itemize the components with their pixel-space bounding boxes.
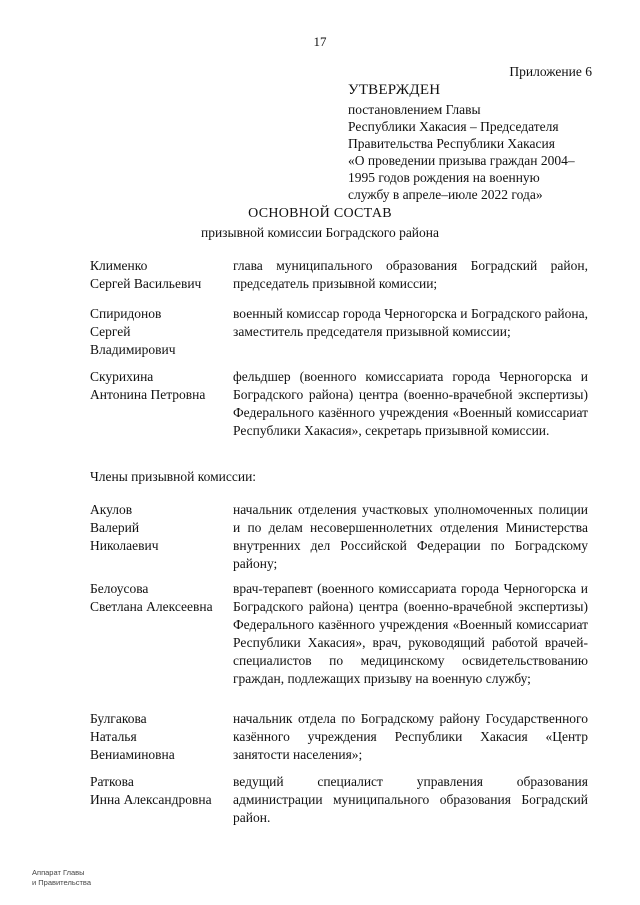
person-role: фельдшер (военного комиссариата города Черногорска и Боградского района) центра (военно-врачебной экспертизы) Федерального казённого учреждения «Военный комиссариат Республики Хакасия», секретарь призывной комиссии. bbox=[233, 369, 588, 438]
person-name-line: Наталья bbox=[90, 729, 137, 744]
footer-stamp-line: Аппарат Главы bbox=[32, 868, 85, 877]
person-name-line: Владимирович bbox=[90, 342, 176, 357]
person-name-line: Инна Александровна bbox=[90, 792, 212, 807]
person-role: начальник отделения участковых уполномоченных полиции и по делам несовершеннолетних отделения Министерства внутренних дел Российской Федерации по Боградскому району; bbox=[233, 502, 588, 571]
person-name bbox=[90, 368, 230, 404]
person-name-line: Светлана Алексеевна bbox=[90, 599, 213, 614]
appendix-label: Приложение 6 bbox=[509, 64, 592, 79]
person-name bbox=[90, 580, 230, 616]
person-role: ведущий специалист управления образования администрации муниципального образования Боградский район. bbox=[233, 774, 588, 825]
person-name bbox=[90, 501, 230, 555]
person-name-line: Сергей bbox=[90, 324, 131, 339]
person-name-line: Николаевич bbox=[90, 538, 159, 553]
person-name bbox=[90, 257, 230, 293]
page-number: 17 bbox=[313, 34, 327, 49]
person-name-line: Валерий bbox=[90, 520, 140, 535]
person-name-line: Клименко bbox=[90, 258, 148, 273]
person-name-line: Булгакова bbox=[90, 711, 147, 726]
footer-stamp-line: и Правительства bbox=[32, 878, 91, 887]
approval-line: 1995 годов рождения на военную bbox=[348, 170, 540, 185]
person-role: глава муниципального образования Боградский район, председатель призывной комиссии; bbox=[233, 258, 588, 291]
person-role: врач-терапевт (военного комиссариата города Черногорска и Боградского района) центра (военно-врачебной экспертизы) Федерального казённого учреждения «Военный комиссариат Республики Хакасия», врач, руководящий работой врачей-специалистов по медицинскому освидетельствованию граждан, подлежащих призыву на военную службу; bbox=[233, 581, 588, 686]
person-name-line: Сергей Васильевич bbox=[90, 276, 202, 291]
person-role: начальник отдела по Боградскому району Государственного казённого учреждения Республики Хакасия «Центр занятости населения»; bbox=[233, 711, 588, 762]
footer-stamp bbox=[32, 868, 91, 888]
person-name bbox=[90, 305, 230, 359]
approval-line: постановлением Главы bbox=[348, 102, 481, 117]
approval-line: службу в апреле–июле 2022 года» bbox=[348, 187, 543, 202]
person-name-line: Вениаминовна bbox=[90, 747, 175, 762]
approval-line: Республики Хакасия – Председателя bbox=[348, 119, 559, 134]
approval-line: Правительства Республики Хакасия bbox=[348, 136, 555, 151]
approval-line: «О проведении призыва граждан 2004– bbox=[348, 153, 575, 168]
person-name-line: Раткова bbox=[90, 774, 134, 789]
person-name-line: Спиридонов bbox=[90, 306, 162, 321]
person-name bbox=[90, 710, 230, 764]
heading-sub: призывной комиссии Боградского района bbox=[200, 225, 440, 240]
person-name-line: Белоусова bbox=[90, 581, 149, 596]
person-name-line: Акулов bbox=[90, 502, 133, 517]
person-name-line: Скурихина bbox=[90, 369, 154, 384]
person-name-line: Антонина Петровна bbox=[90, 387, 206, 402]
approval-title: УТВЕРЖДЕН bbox=[348, 82, 441, 98]
person-role: военный комиссар города Черногорска и Боградского района, заместитель председателя призывной комиссии; bbox=[233, 306, 588, 339]
members-label: Члены призывной комиссии: bbox=[90, 469, 257, 484]
person-name bbox=[90, 773, 230, 809]
approval-block bbox=[348, 82, 598, 203]
heading-main: ОСНОВНОЙ СОСТАВ bbox=[248, 206, 392, 221]
